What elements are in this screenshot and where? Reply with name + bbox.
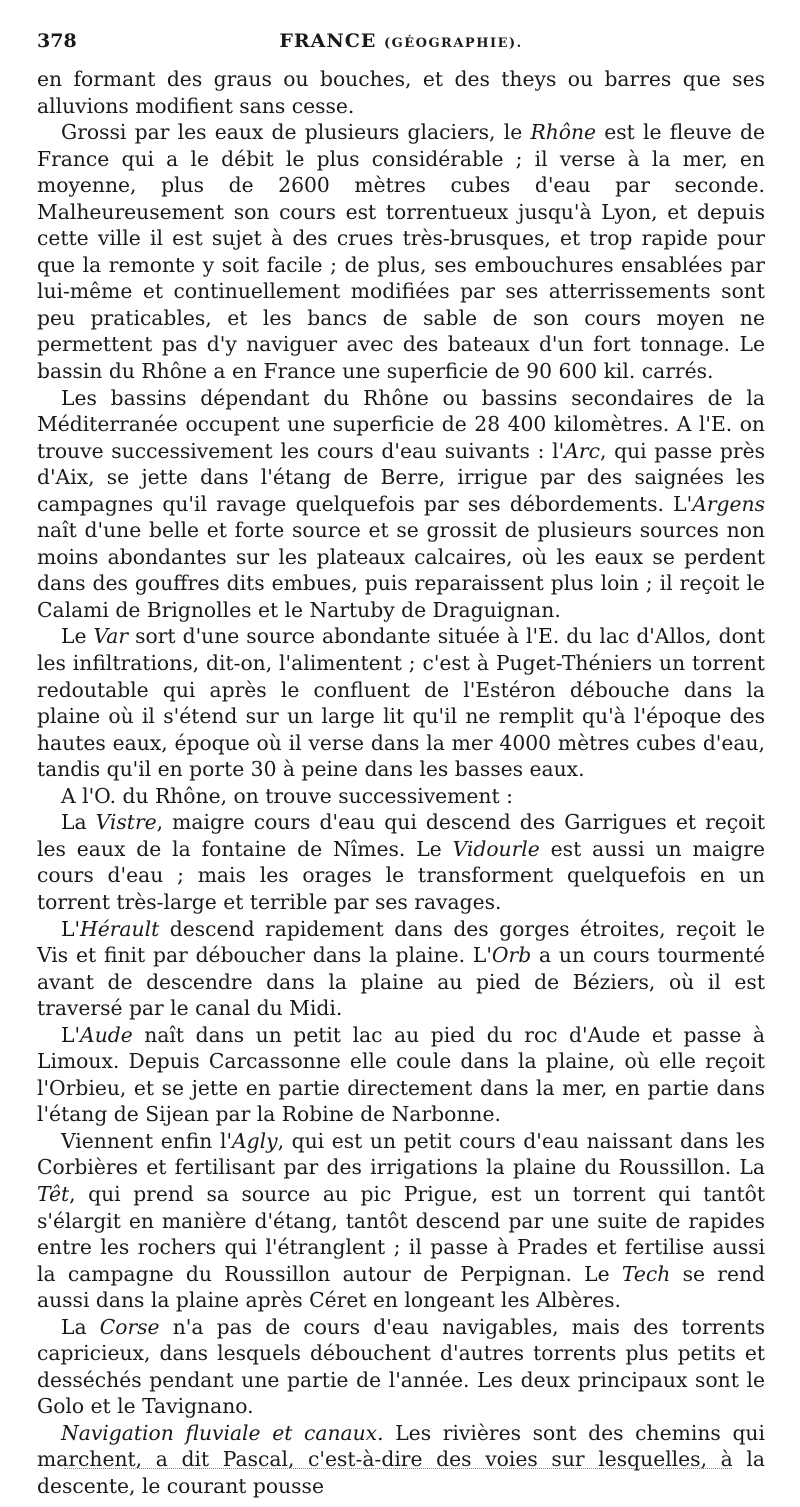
paragraph — [37, 66, 765, 119]
italic-term: Vidourle — [452, 836, 540, 861]
running-header — [37, 30, 765, 58]
paragraph — [37, 119, 765, 384]
running-title — [37, 30, 765, 52]
text-run: La — [61, 1314, 100, 1339]
italic-term: Tech — [621, 1261, 671, 1286]
text-run: naît dans un petit lac au pied du roc d'Aude et passe à Limoux. Depuis Carcassonne elle coule dans la plaine, où elle reçoit l'Orbieu, et se jette en partie directement dans la mer, en partie dans l'étang de Sijean par la Robine de Narbonne. — [37, 1022, 765, 1127]
italic-term: Rhône — [530, 120, 597, 145]
paragraph — [37, 916, 765, 1022]
italic-term: Argens — [692, 491, 765, 516]
text-run: Viennent enfin l' — [61, 1128, 233, 1153]
text-run: se rend aussi dans la plaine après Céret en longeant les Albères. — [37, 1261, 765, 1313]
text-run: est aussi un maigre cours d'eau ; mais les orages le transforment quelquefois en un torrent très-large et terrible par ses ravages. — [37, 836, 765, 914]
paragraph — [37, 1022, 765, 1128]
italic-term: Hérault — [80, 916, 160, 941]
text-run: naît d'une belle et forte source et se grossit de plusieurs sources non moins abondantes sur les plateaux calcaires, où les eaux se perdent dans des gouffres dits embues, puis reparaissent plus loin ; il reçoit le Calami de Brignolles et le Nartuby de Draguignan. — [37, 518, 765, 622]
text-run: L' — [61, 916, 81, 941]
text-run: est le fleuve de France qui a le débit le plus considérable ; il verse à la mer, en moyenne, plus de 2600 mètres cubes d'eau par seconde. Malheureusement son cours est torrentueux jusqu'à Lyon, et depuis cette ville il est sujet à des crues très-brusques, et trop rapide pour que la remonte y soit facile ; de plus, ses embouchures ensablées par lui-même et continuellement modifiées par ses atterrissements sont peu praticables, et les bancs de sable de son cours moyen ne permettent pas d'y naviguer avec des bateaux d'un fort tonnage. Le bassin du Rhône a en France une superficie de 90 600 kil. carrés. — [37, 120, 765, 384]
paragraph — [37, 1420, 765, 1500]
text-run: , maigre cours d'eau qui descend des Garrigues et reçoit les eaux de la fontaine de Nîmes. Le — [37, 810, 765, 861]
text-run: Les bassins dépendant du Rhône ou bassins secondaires de la Méditerranée occupent une superficie de 28 400 kilomètres. A l'E. on trouve successivement les cours d'eau suivants : l' — [37, 385, 765, 463]
text-run: Le — [61, 624, 94, 649]
header-subtitle: (GÉOGRAPHIE). — [383, 36, 523, 51]
italic-term: Orb — [491, 943, 532, 968]
header-title: FRANCE — [279, 30, 377, 52]
text-run: A l'O. du Rhône, on trouve successivement : — [61, 783, 513, 808]
italic-term: Navigation fluviale et canaux. — [61, 1420, 384, 1445]
paragraph — [37, 1314, 765, 1420]
italic-term: Agly — [232, 1128, 278, 1153]
page-number: 378 — [37, 30, 77, 52]
footer-dotted-rule — [64, 1468, 732, 1469]
text-run: sort d'une source abondante située à l'E. du lac d'Allos, dont les infiltrations, dit-on, l'alimentent ; c'est à Puget-Théniers un torrent redoutable qui après le confluent de l'Estéron débouche dans la plaine où il s'étend sur un large lit qu'il ne remplit qu'à l'époque des hautes eaux, époque où il verse dans la mer 4000 mètres cubes d'eau, tandis qu'il en porte 30 à peine dans les basses eaux. — [37, 624, 765, 782]
italic-term: Arc — [564, 438, 600, 463]
paragraph — [37, 809, 765, 915]
paragraph — [37, 783, 765, 810]
text-run: , qui est un petit cours d'eau naissant dans les Corbières et fertilisant par des irrigations la plaine du Roussillon. La — [37, 1128, 765, 1180]
italic-term: Aude — [80, 1022, 133, 1047]
text-run: , qui passe près d'Aix, se jette dans l'étang de Berre, irrigue par des saignées les campagnes qu'il ravage quelquefois par ses débordements. L' — [37, 438, 765, 516]
text-run: descend rapidement dans des gorges étroites, reçoit le Vis et finit par déboucher dans la plaine. L' — [37, 916, 765, 968]
italic-term: Vistre — [95, 810, 157, 835]
text-run: La — [61, 810, 96, 835]
text-run: n'a pas de cours d'eau navigables, mais des torrents capricieux, dans lesquels débouchent d'autres torrents plus petits et desséchés pendant une partie de l'année. Les deux principaux sont le Golo et le Tavignano. — [37, 1314, 765, 1419]
paragraph — [37, 1128, 765, 1314]
text-run: Grossi par les eaux de plusieurs glaciers, le — [61, 120, 531, 145]
text-run: , qui prend sa source au pic Prigue, est un torrent qui tantôt s'élargit en manière d'étang, tantôt descend par une suite de rapides entre les rochers qui l'étranglent ; il passe à Prades et fertilise aussi la campagne du Roussillon autour de Perpignan. Le — [37, 1181, 765, 1286]
text-run: L' — [61, 1022, 81, 1047]
paragraph — [37, 623, 765, 782]
text-run: a un cours tourmenté avant de descendre dans la plaine au pied de Béziers, où il est traversé par le canal du Midi. — [37, 943, 765, 1021]
text-run: en formant des graus ou bouches, et des theys ou barres que ses alluvions modifient sans cesse. — [37, 67, 765, 118]
paragraph — [37, 385, 765, 624]
italic-term: Têt — [37, 1181, 70, 1206]
italic-term: Corse — [99, 1314, 160, 1339]
italic-term: Var — [93, 624, 129, 649]
text-run: Les rivières sont des chemins qui marchent, a dit Pascal, c'est-à-dire des voies sur lesquelles, à la descente, le courant pousse — [37, 1420, 765, 1498]
body-text — [37, 66, 765, 1500]
